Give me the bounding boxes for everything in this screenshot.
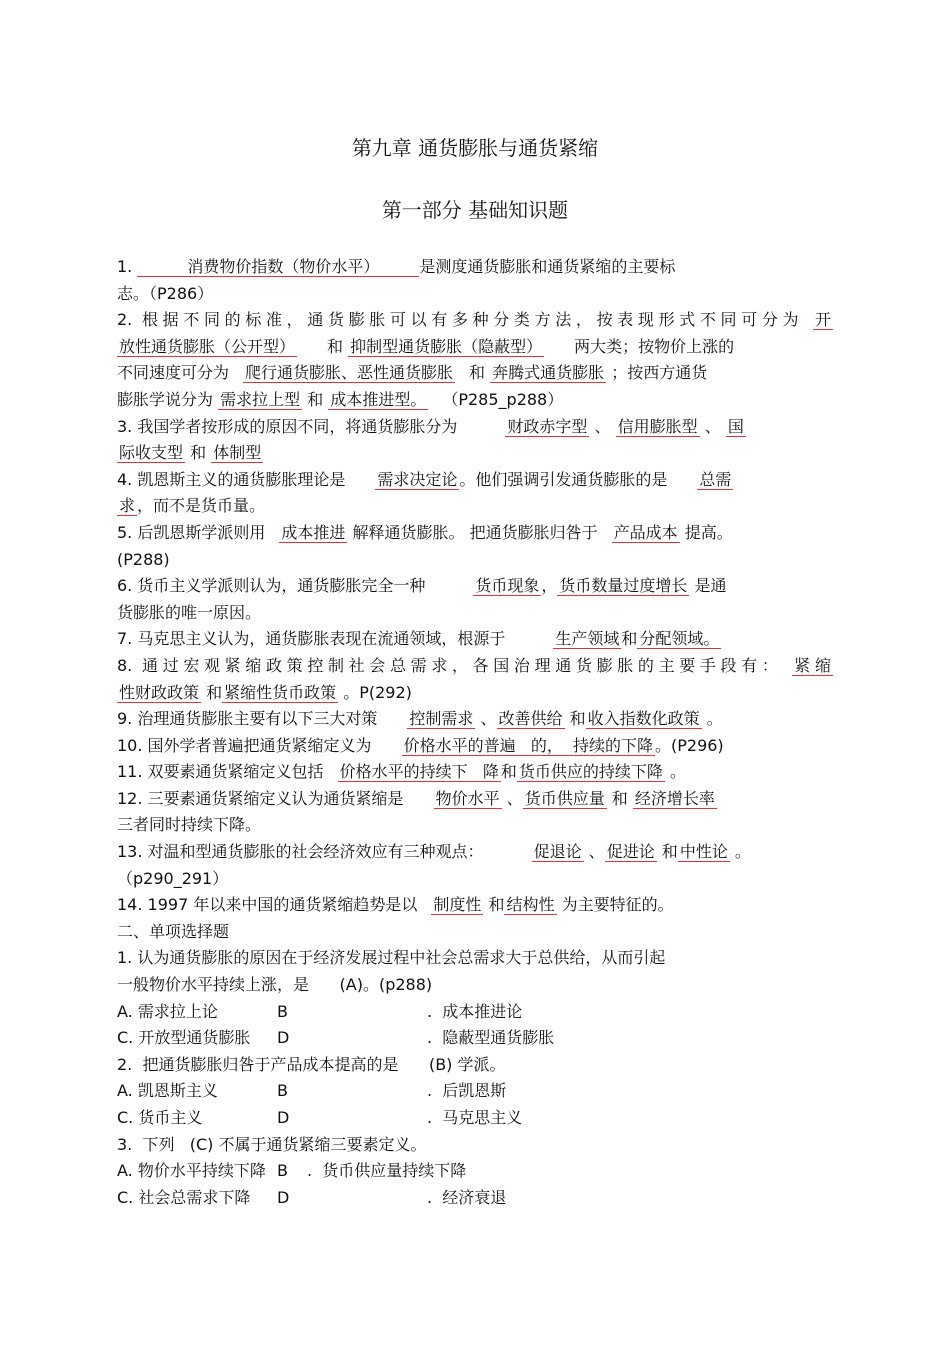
part-title: 第一部分 基础知识题 [381,198,569,222]
q3-number: 3. [117,416,133,436]
choice1-option-d: . 隐蔽型通货膨胀 [427,1028,555,1048]
q10-line1 [117,733,833,760]
q14-line1 [117,892,833,919]
q4-answer-3: 求 [119,496,136,516]
q13-answer-1: 促退论 [533,842,582,862]
q2-text-7: 膨胀学说分为 [117,389,214,409]
q6-answer-1: 货币现象 [475,576,540,596]
q2-answer-5: 奔腾式通货膨胀 [492,363,605,383]
q3-answer-1: 财政赤字型 [507,416,588,436]
q5-number: 5. [117,522,133,542]
choice2-option-b: . 后凯恩斯 [427,1081,507,1101]
q1-text: 是测度通货膨胀和通货紧缩的主要标 [419,257,676,276]
q13-line1 [117,839,833,866]
q9-text-2: 、 [480,709,497,729]
q9-answer-3: 收入指数化政策 [587,709,700,729]
q1-answer-1: 消费物价指数（物价水平） [137,257,419,277]
q2-text-3: 两大类；按物价上涨的 [574,336,735,356]
q8-number: 8. [117,655,133,675]
choice1-option-c: C. 开放型通货膨胀 [117,1028,251,1048]
q2-answer-2: 放性通货膨胀（公开型） [119,336,296,356]
choice1-stem-2: 一般物价水平持续上涨，是 (A)。(p288) [117,975,433,995]
choice1-option-a: A. 需求拉上论 [117,1001,218,1021]
q6-line2: 货膨胀的唯一原因。 [117,602,262,622]
q4-line2 [117,493,833,520]
q4-text-1: 凯恩斯主义的通货膨胀理论是 [137,469,346,489]
section2-title: 二、单项选择题 [117,921,230,941]
q3-text-1: 我国学者按形成的原因不同，将通货膨胀分为 [137,416,458,436]
q7-number: 7. [117,629,133,649]
choice3-options-ab [117,1158,833,1185]
q10-number: 10. [117,735,143,755]
q7-answer-2: 分配领域。 [639,629,720,649]
q13-answer-2: 促进论 [606,842,655,862]
chapter-title: 第九章 通货膨胀与通货紧缩 [351,136,599,160]
q2-line2 [117,334,833,361]
q2-text-9: （P285_p288） [442,389,564,409]
q1-number: 1. [117,257,133,276]
q8-line2 [117,680,833,707]
q9-text-4: 。 [706,709,723,729]
q2-number: 2. [117,310,133,330]
choice2-option-d-letter: D [277,1108,290,1127]
q8-answer-2: 性财政政策 [119,682,200,702]
q2-text-6: ；按西方通货 [611,363,708,383]
choice3-option-b: . 货币供应量持续下降 [307,1161,467,1181]
choice1-option-b: . 成本推进论 [427,1001,523,1021]
q11-text-1: 双要素通货紧缩定义包括 [147,762,324,782]
choice3-options-cd [117,1185,833,1212]
q12-line2: 三者同时持续下降。 [117,815,262,835]
q11-text-3: 。 [669,762,686,782]
q5-text-3: 提高。 [684,522,733,542]
q5-text-2: 解释通货膨胀。 把通货膨胀归咎于 [352,522,598,542]
q2-answer-1: 开 [814,310,831,330]
q3-line2 [117,440,833,467]
q4-number: 4. [117,469,133,489]
document-body [117,254,833,1211]
q6-text-2: ， [541,576,558,596]
q12-text-2: 、 [506,788,523,808]
q6-text-1: 货币主义学派则认为，通货膨胀完全一种 [137,576,426,596]
q2-line1 [117,307,833,334]
q14-text-3: 为主要特征的。 [561,895,674,915]
q13-number: 13. [117,842,143,862]
q13-line2: （p290_291） [117,868,229,888]
q1-line2: 志。（P286） [117,283,214,303]
q10-text-1: 国外学者普遍把通货紧缩定义为 [147,735,372,755]
q2-text-8: 和 [307,389,324,409]
q14-text-1: 1997 年以来中国的通货紧缩趋势是以 [147,895,418,915]
q2-line3 [117,360,833,387]
q7-text-1: 马克思主义认为，通货膨胀表现在流通领域，根源于 [137,629,506,649]
q6-number: 6. [117,576,133,596]
q11-answer-2: 货币供应的持续下降 [518,762,663,782]
choice2-option-c: C. 货币主义 [117,1108,203,1127]
q8-text-3: 。P(292) [343,682,412,702]
choice1-options-cd [117,1025,833,1052]
q12-number: 12. [117,788,143,808]
q5-line1 [117,520,833,547]
q4-line1 [117,467,833,494]
q3-answer-3: 国 [727,416,744,436]
q2-answer-6: 需求拉上型 [220,389,301,409]
q13-text-1: 对温和型通货膨胀的社会经济效应有三种观点： [147,842,484,862]
choice3-option-b-letter: B [277,1161,288,1181]
q8-answer-1: 紧缩 [794,655,831,675]
q12-line1 [117,786,833,813]
q2-text-1: 根据不同的标准，通货膨胀可以有多种分类方法，按表现形式不同可分为 [142,310,804,330]
choice2-option-d: . 马克思主义 [427,1108,523,1127]
choice3-option-d-letter: D [277,1187,290,1207]
q14-answer-2: 结构性 [506,895,555,915]
q11-text-2: 和 [500,762,517,782]
q3-text-2: 、 [594,416,611,436]
q6-answer-2: 货币数量过度增长 [559,576,688,596]
q9-answer-1: 控制需求 [409,709,474,729]
choice2-stem-1: 2. 把通货膨胀归咎于产品成本提高的是 (B) 学派。 [117,1054,506,1074]
choice2-options-ab [117,1078,833,1105]
q11-number: 11. [117,762,143,782]
q5-text-1: 后凯恩斯学派则用 [137,522,266,542]
choice1-option-d-letter: D [277,1028,290,1048]
q14-number: 14. [117,895,143,915]
q13-text-3: 和 [661,842,678,862]
choice3-option-a: A. 物价水平持续下降 [117,1161,266,1181]
q8-line1 [117,653,833,680]
q2-line4 [117,387,833,414]
q13-answer-3: 中性论 [679,842,728,862]
choice3-stem-1: 3. 下列 (C) 不属于通货紧缩三要素定义。 [117,1134,427,1154]
q2-answer-3: 抑制型通货膨胀（隐蔽型） [350,336,543,356]
q6-line1 [117,573,833,600]
choice1-stem-1: 1. 认为通货膨胀的原因在于经济发展过程中社会总需求大于总供给，从而引起 [117,948,666,968]
q6-text-3: 是通 [694,576,727,596]
q9-line1 [117,706,833,733]
q12-answer-2: 货币供应量 [524,788,605,808]
q9-answer-2: 改善供给 [498,709,563,729]
q4-text-2: 。他们强调引发通货膨胀的是 [459,469,668,489]
q3-text-3: 、 [704,416,721,436]
q11-answer-1: 价格水平的持续下 降 [339,762,499,782]
q4-text-3: ，而不是货币量。 [137,496,266,516]
choice3-option-c: C. 社会总需求下降 [117,1187,251,1207]
q3-answer-2: 信用膨胀型 [617,416,698,436]
choice2-options-cd [117,1105,833,1132]
q13-text-2: 、 [588,842,605,862]
q12-text-3: 和 [611,788,628,808]
q7-text-2: 和 [621,629,638,649]
q9-number: 9. [117,709,133,729]
choice1-options-ab [117,999,833,1026]
q2-text-4: 不同速度可分为 [117,363,230,383]
choice2-option-a: A. 凯恩斯主义 [117,1081,218,1101]
q2-answer-7: 成本推进型。 [330,389,427,409]
q2-answer-4: 爬行通货膨胀、恶性通货膨胀 [245,363,454,383]
q8-answer-3: 紧缩性货币政策 [224,682,337,702]
choice3-option-d: . 经济衰退 [427,1187,507,1207]
q9-text-3: 和 [569,709,586,729]
q2-text-5: 和 [469,363,486,383]
q3-answer-5: 体制型 [213,443,262,463]
q14-answer-1: 制度性 [433,895,482,915]
q1-line1 [117,254,833,281]
q3-line1 [117,414,833,441]
q4-answer-1: 需求决定论 [377,469,458,489]
choice1-option-b-letter: B [277,1001,288,1021]
q10-answer-1: 价格水平的普遍 的， 持续的下降 [403,735,653,755]
q8-text-1: 通过宏观紧缩政策控制社会总需求，各国治理通货膨胀的主要手段有： [142,655,783,675]
q5-answer-1: 成本推进 [281,522,346,542]
q3-answer-4: 际收支型 [119,443,184,463]
q3-text-4: 和 [190,443,207,463]
q13-text-4: 。 [734,842,751,862]
q11-line1 [117,759,833,786]
q9-text-1: 治理通货膨胀主要有以下三大对策 [137,709,378,729]
q8-text-2: 和 [206,682,223,702]
q7-line1 [117,626,833,653]
q12-answer-3: 经济增长率 [634,788,715,808]
q14-text-2: 和 [488,895,505,915]
q7-answer-1: 生产领域 [555,629,620,649]
q2-text-2: 和 [327,336,344,356]
q10-text-2: 。(P296) [655,735,724,755]
q12-text-1: 三要素通货紧缩定义认为通货紧缩是 [147,788,404,808]
q5-answer-2: 产品成本 [613,522,678,542]
q4-answer-2: 总需 [699,469,732,489]
choice2-option-b-letter: B [277,1081,288,1101]
q5-line2: (P288) [117,549,170,569]
q12-answer-1: 物价水平 [435,788,500,808]
